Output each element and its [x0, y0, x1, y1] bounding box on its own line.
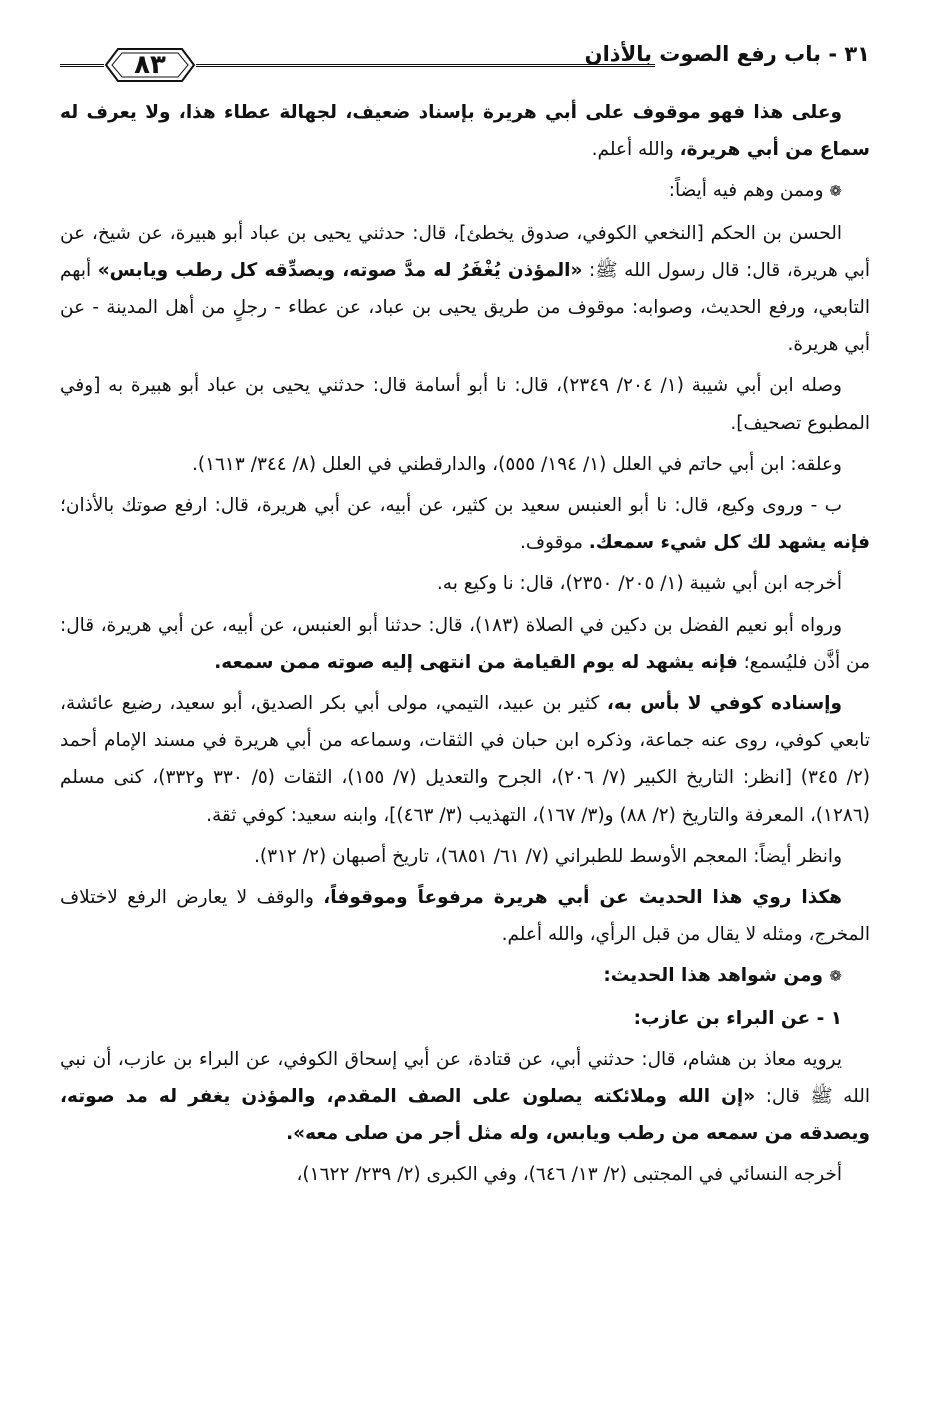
hadith-text: «المؤذن يُغْفَرُ له مدَّ صوته، ويصدِّقه كل رطب ويابس»: [97, 259, 583, 281]
text: كثير بن عبيد، التيمي، مولى أبي بكر الصديق، أبو سعيد، رضيع عائشة، تابعي كوفي، روى عنه جماعة، وذكره ابن حبان في الثقات، وسماعه من أبي هريرة في مسند الإمام أحمد (٢/ ٣٤٥) [انظر: التاريخ الكبير (٧/ ٢٠٦)، الجرح والتعديل (٧/ ١٥٥)، الثقات (٥/ ٣٣٠ و٣٣٢)، كنى مسلم (١٢٨٦)، المعرفة والتاريخ (٢/ ٨٨) و(٣/ ١٦٧)، التهذيب (٣/ ٤٦٣)]، وابنه سعيد: كوفي ثقة.: [60, 693, 870, 826]
flower-bullet-icon: ❁: [829, 182, 842, 201]
paragraph-conclusion: [60, 94, 870, 168]
bold-text: وإسناده كوفي لا بأس به،: [606, 693, 842, 715]
text: ب - وروى وكيع، قال: نا أبو العنبس سعيد بن كثير، عن أبيه، عن أبي هريرة، قال: ارفع صوتك بالأذان؛: [60, 495, 842, 517]
text: والوقف لا يعارض الرفع لاختلاف المخرج، ومثله لا يقال من قبل الرأي، والله أعلم.: [60, 887, 870, 946]
paragraph-ibn-abi-shayba: وصله ابن أبي شيبة (١/ ٢٠٤/ ٢٣٤٩)، قال: نا أبو أسامة قال: حدثني يحيى بن عباد أبو هبيرة به [وفي المطبوع تصحيف].: [60, 375, 870, 434]
flower-bullet-icon: ❁: [829, 967, 842, 986]
paragraph-muadh-ibn-hisham: [60, 1041, 870, 1153]
book-page: [60, 38, 870, 1198]
paragraph-isnad: [60, 685, 870, 834]
bold-text: فإنه يشهد لك كل شيء سمعك.: [588, 532, 870, 554]
paragraph-also-erred: [60, 172, 870, 210]
page-number-ornament: [104, 46, 196, 84]
paragraph-abu-nuaym: [60, 607, 870, 681]
paragraph-hasan-ibn-hakam: [60, 215, 870, 364]
text: ومن شواهد هذا الحديث:: [603, 965, 830, 987]
text: موقوف.: [519, 532, 589, 554]
text: ورواه أبو نعيم الفضل بن دكين في الصلاة (١٨٣)، قال: حدثنا أبو العنبس، عن أبيه، عن أبي هريرة، قال: من أذَّن فليُسمع؛: [60, 614, 870, 673]
page-header: [60, 38, 870, 94]
section-heading-witnesses: [60, 957, 870, 995]
text: يرويه معاذ بن هشام، قال: حدثني أبي، عن قتادة، عن أبي إسحاق الكوفي، عن البراء بن عازب، أن نبي الله ﷺ قال:: [60, 1048, 870, 1108]
subheading-al-bara: ١ - عن البراء بن عازب:: [633, 1007, 842, 1029]
main-text: [60, 94, 870, 1194]
paragraph-nasai: أخرجه النسائي في المجتبى (٢/ ١٣/ ٦٤٦)، وفي الكبرى (٢/ ٢٣٩/ ١٦٢٢)،: [296, 1164, 842, 1186]
paragraph-takhrij: أخرجه ابن أبي شيبة (١/ ٢٠٥/ ٢٣٥٠)، قال: نا وكيع به.: [436, 573, 842, 595]
paragraph-waki: [60, 487, 870, 561]
page-number: ٨٣: [134, 50, 166, 80]
bold-text: هكذا روي هذا الحديث عن أبي هريرة مرفوعاً وموقوفاً،: [323, 887, 842, 909]
text: وممن وهم فيه أيضاً:: [668, 180, 830, 202]
text: والله أعلم.: [591, 139, 680, 161]
running-title: ٣١ - باب رفع الصوت بالأذان: [584, 42, 870, 66]
bold-text: وعلى هذا فهو موقوف على أبي هريرة بإسناد ضعيف، لجهالة عطاء هذا، ولا يعرف له سماع من أبي هريرة،: [60, 102, 870, 161]
paragraph-summary: [60, 879, 870, 953]
text: الحسن بن الحكم [النخعي الكوفي، صدوق يخطئ]، قال: حدثني يحيى بن عباد أبو هبيرة، عن شيخ، عن أبي هريرة، قال: قال رسول الله ﷺ:: [60, 222, 870, 281]
bold-text: فإنه يشهد له يوم القيامة من انتهى إليه صوته ممن سمعه.: [214, 651, 738, 673]
text: أبهم التابعي، ورفع الحديث، وصوابه: موقوف من طريق يحيى بن عباد، عن عطاء - رجلٍ من أهل المدينة - عن أبي هريرة.: [60, 259, 870, 356]
paragraph-commentary: وعلقه: ابن أبي حاتم في العلل (١/ ١٩٤/ ٥٥٥)، والدارقطني في العلل (٨/ ٣٤٤/ ١٦١٣).: [191, 453, 842, 475]
hadith-text: «إن الله وملائكته يصلون على الصف المقدم، والمؤذن يغفر له مد صوته، ويصدقه من سمعه من رطب ويابس، وله مثل أجر من صلى معه».: [60, 1086, 870, 1145]
paragraph-see-also: وانظر أيضاً: المعجم الأوسط للطبراني (٧/ ٦١/ ٦٨٥١)، تاريخ أصبهان (٢/ ٣١٢).: [253, 845, 842, 867]
